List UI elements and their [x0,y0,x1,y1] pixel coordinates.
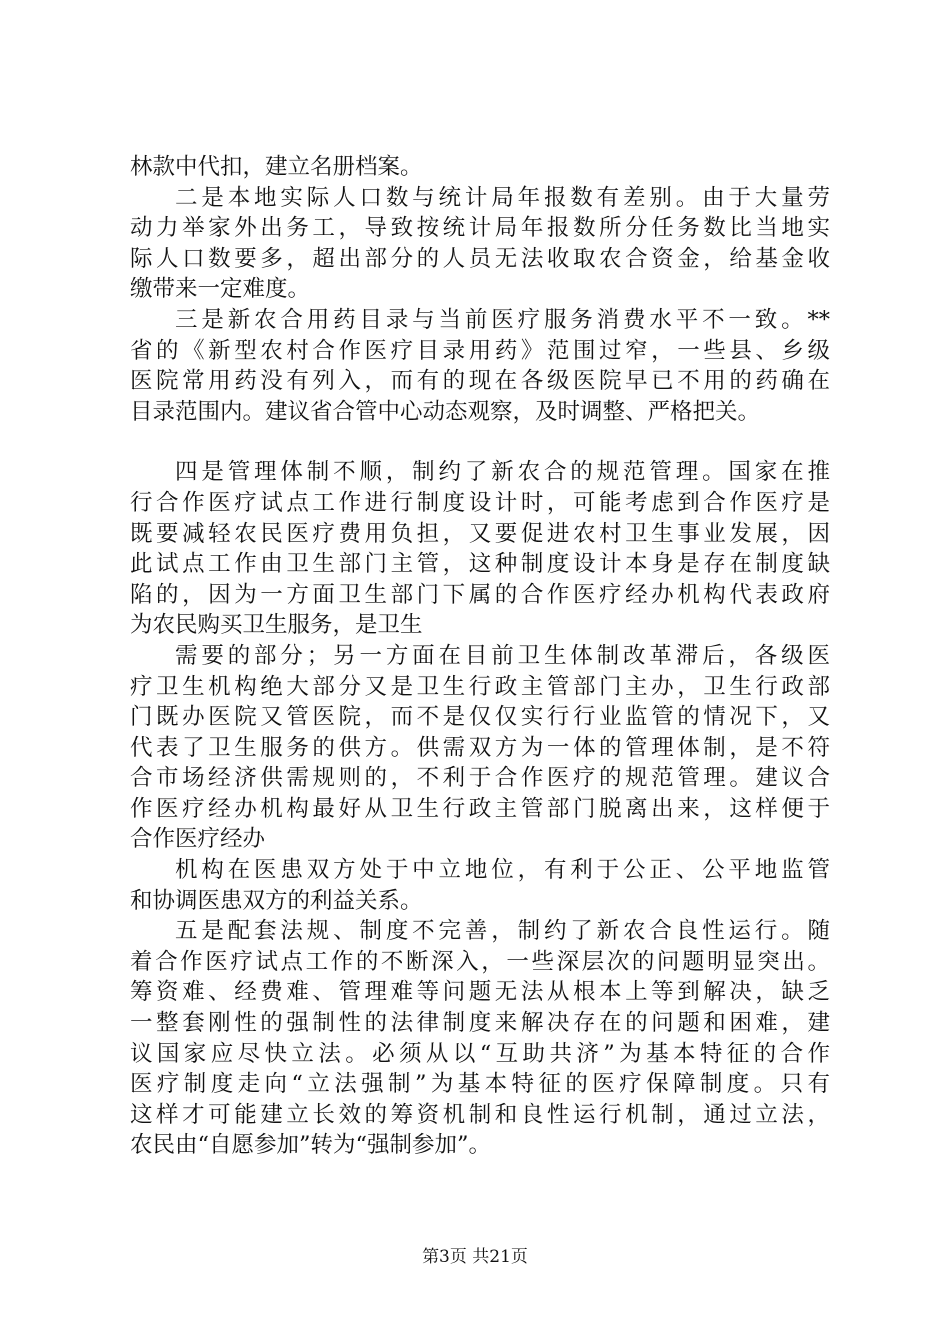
text-line: 动力举家外出务工，导致按统计局年报数所分任务数比当地实 [130,215,830,242]
text-line: 此试点工作由卫生部门主管，这种制度设计本身是存在制度缺 [130,551,830,578]
paragraph [130,916,830,1161]
text-line: 陷的，因为一方面卫生部门下属的合作医疗经办机构代表政府 [130,581,830,608]
text-line: 为农民购买卫生服务，是卫生 [130,612,423,639]
text-line: 三是新农合用药目录与当前医疗服务消费水平不一致。** [175,306,830,333]
text-line: 代表了卫生服务的供方。供需双方为一体的管理体制，是不符 [130,734,830,761]
text-line: 行合作医疗试点工作进行制度设计时，可能考虑到合作医疗是 [130,489,830,516]
text-line: 和协调医患双方的利益关系。 [130,887,423,914]
text-line: 省的《新型农村合作医疗目录用药》范围过窄，一些县、乡级 [130,337,830,364]
text-line: 医疗制度走向“立法强制”为基本特征的医疗保障制度。只有 [130,1071,830,1098]
text-line: 作医疗经办机构最好从卫生行政主管部门脱离出来，这样便于 [130,795,830,822]
text-line: 着合作医疗试点工作的不断深入，一些深层次的问题明显突出。 [130,948,830,975]
text-line: 门既办医院又管医院，而不是仅仅实行行业监管的情况下，又 [130,704,830,731]
text-line: 五是配套法规、制度不完善，制约了新农合良性运行。随 [175,918,830,945]
text-line: 二是本地实际人口数与统计局年报数有差别。由于大量劳 [175,184,830,211]
paragraph [130,641,830,855]
text-line: 农民由“自愿参加”转为“强制参加”。 [130,1132,492,1159]
paragraph [130,305,830,427]
paragraph [130,855,830,916]
text-line: 疗卫生机构绝大部分又是卫生行政主管部门主办，卫生行政部 [130,673,830,700]
document-body [130,152,830,1161]
text-line: 目录范围内。建议省合管中心动态观察，及时调整、严格把关。 [130,398,761,425]
paragraph [130,152,830,183]
text-line: 四是管理体制不顺，制约了新农合的规范管理。国家在推 [175,459,830,486]
paragraph [130,457,830,641]
text-line: 议国家应尽快立法。必须从以“互助共济”为基本特征的合作 [130,1040,830,1067]
text-line: 合市场经济供需规则的，不利于合作医疗的规范管理。建议合 [130,765,830,792]
text-line: 医院常用药没有列入，而有的现在各级医院早已不用的药确在 [130,368,830,395]
text-line: 缴带来一定难度。 [130,276,311,303]
text-line: 这样才可能建立长效的筹资机制和良性运行机制，通过立法， [130,1101,830,1128]
paragraph-gap [130,427,830,457]
text-line: 机构在医患双方处于中立地位，有利于公正、公平地监管 [175,857,830,884]
text-line: 林款中代扣，建立名册档案。 [130,154,423,180]
text-line: 需要的部分；另一方面在目前卫生体制改革滞后，各级医 [175,642,830,669]
text-line: 一整套刚性的强制性的法律制度来解决存在的问题和困难，建 [130,1010,830,1037]
text-line: 既要减轻农民医疗费用负担，又要促进农村卫生事业发展，因 [130,520,830,547]
text-line: 筹资难、经费难、管理难等问题无法从根本上等到解决，缺乏 [130,979,830,1006]
page-number-footer: 第3页 共21页 [422,1247,528,1267]
text-line: 际人口数要多，超出部分的人员无法收取农合资金，给基金收 [130,245,830,272]
text-line: 合作医疗经办 [130,826,266,853]
paragraph [130,183,830,305]
